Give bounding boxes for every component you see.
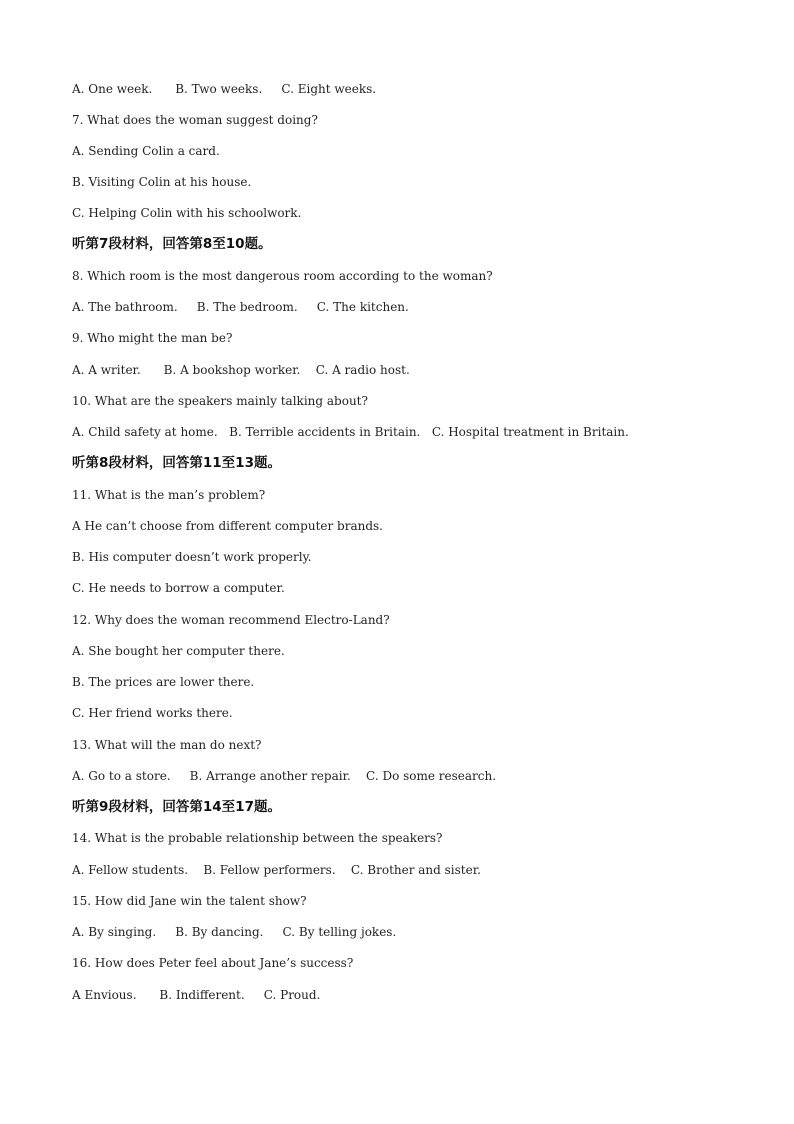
option-7b: B. Visiting Colin at his house.: [72, 175, 252, 189]
question-13: 13. What will the man do next?: [72, 738, 262, 752]
option-11c: C. He needs to borrow a computer.: [72, 581, 285, 595]
question-9: 9. Who might the man be?: [72, 331, 233, 345]
question-10: 10. What are the speakers mainly talking about?: [72, 394, 368, 408]
question-16: 16. How does Peter feel about Jane’s success?: [72, 956, 354, 970]
answer-options-q16: A Envious. B. Indifferent. C. Proud.: [72, 988, 321, 1002]
question-14: 14. What is the probable relationship between the speakers?: [72, 831, 443, 845]
option-12b: B. The prices are lower there.: [72, 675, 255, 689]
option-12c: C. Her friend works there.: [72, 706, 233, 720]
section-heading-9: 听第9段材料，回答第14至17题。: [72, 799, 281, 815]
question-15: 15. How did Jane win the talent show?: [72, 894, 307, 908]
option-12a: A. She bought her computer there.: [72, 644, 285, 658]
answer-options-q14: A. Fellow students. B. Fellow performers. C. Brother and sister.: [72, 863, 481, 877]
question-12: 12. Why does the woman recommend Electro-Land?: [72, 613, 390, 627]
section-heading-8: 听第8段材料，回答第11至13题。: [72, 455, 281, 471]
question-8: 8. Which room is the most dangerous room according to the woman?: [72, 269, 493, 283]
answer-options-q6: A. One week. B. Two weeks. C. Eight weeks.: [72, 82, 377, 96]
section-heading-7: 听第7段材料，回答第8至10题。: [72, 236, 272, 252]
option-7a: A. Sending Colin a card.: [72, 144, 220, 158]
answer-options-q15: A. By singing. B. By dancing. C. By telling jokes.: [72, 925, 397, 939]
option-7c: C. Helping Colin with his schoolwork.: [72, 206, 302, 220]
answer-options-q10: A. Child safety at home. B. Terrible accidents in Britain. C. Hospital treatment in Britain.: [72, 425, 629, 439]
question-11: 11. What is the man’s problem?: [72, 488, 266, 502]
answer-options-q8: A. The bathroom. B. The bedroom. C. The kitchen.: [72, 300, 409, 314]
option-11a: A He can’t choose from different computer brands.: [72, 519, 383, 533]
option-11b: B. His computer doesn’t work properly.: [72, 550, 312, 564]
answer-options-q13: A. Go to a store. B. Arrange another repair. C. Do some research.: [72, 769, 497, 783]
answer-options-q9: A. A writer. B. A bookshop worker. C. A radio host.: [72, 363, 410, 377]
question-7: 7. What does the woman suggest doing?: [72, 113, 318, 127]
